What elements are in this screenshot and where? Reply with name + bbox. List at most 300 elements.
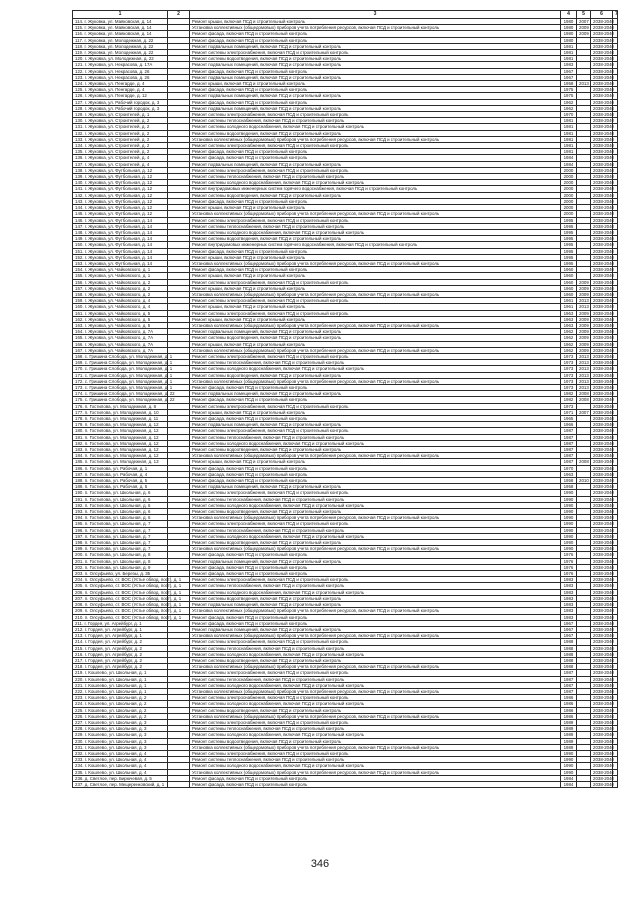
cell-planned-period: 2038-2040	[591, 19, 613, 25]
cell-work-type: Установка коллективных (общедомовых) приборов учета потребления ресурсов, включая ПСД и строительный контроль	[190, 688, 561, 694]
cell-address: 202. п. Гостилова, ул. Школьная, д. 9	[73, 564, 168, 570]
row-address: г. Кошлево, ул. Школьная, д. 3	[84, 719, 147, 725]
cell-planned-period: 2038-2040	[591, 521, 613, 527]
cell-build-year: 1989	[561, 719, 577, 725]
row-number: 144	[75, 205, 83, 211]
row-number: 230	[75, 738, 83, 744]
row-number: 195	[75, 521, 83, 527]
page-number: 346	[310, 858, 330, 870]
row-number: 157	[75, 285, 83, 291]
cell-planned-period: 2038-2040	[591, 285, 613, 291]
cell-address: 164. г. Жуковка, ул. Чайковского, д. 7А	[73, 329, 168, 335]
cell-last-repair-year: 2009	[577, 341, 591, 347]
cell-address: 144. г. Жуковка, ул. Футбольная, д. 12	[73, 205, 168, 211]
cell-build-year: 1980	[561, 25, 577, 31]
cell-address: 188. п. Гостилова, ул. Рабочая, д. 5	[73, 478, 168, 484]
cell-planned-period: 2038-2040	[591, 93, 613, 99]
cell-build-year: 1986	[561, 701, 577, 707]
cell-planned-period: 2038-2040	[591, 664, 613, 670]
cell-blank	[168, 781, 190, 787]
cell-build-year: 1990	[561, 502, 577, 508]
row-address: г. Жуковка, ул. Строителей, д. 4	[84, 155, 150, 161]
cell-address: 150. г. Жуковка, ул. Футбольная, д. 14	[73, 242, 168, 248]
cell-work-type: Ремонт фасада, включая ПСД и строительный контроль	[190, 87, 561, 93]
cell-address: 222. г. Кошлево, ул. Школьная, д. 1	[73, 688, 168, 694]
row-address: г. Жуковка, ул. Чайковского, д. 7А	[84, 341, 154, 347]
cell-work-type: Ремонт крыши, включая ПСД и строительный контроль	[190, 254, 561, 260]
cell-work-type: Ремонт фасада, включая ПСД и строительный контроль	[190, 68, 561, 74]
row-address: г. Жуковка, ул. Футбольная, д. 12	[84, 198, 153, 204]
row-address: г. Жуковка, ул. Чайковского, д. 1	[84, 273, 151, 279]
row-address: с. Гришина Слобода, ул. Молодежная, д. 1	[84, 384, 173, 390]
cell-build-year: 1963	[561, 471, 577, 477]
cell-work-type: Ремонт системы холодного водоснабжения, включая ПСД и строительный контроль	[190, 440, 561, 446]
cell-work-type: Установка коллективных (общедомовых) приборов учета потребления ресурсов, включая ПСД и строительный контроль	[190, 260, 561, 266]
cell-planned-period: 2038-2040	[591, 552, 613, 558]
cell-address: 218. г. Гордея, ул. Агрейбург, д. 2	[73, 664, 168, 670]
row-address: г. Жуковка, ул. Футбольная, д. 12	[84, 180, 153, 186]
cell-planned-period: 2038-2040	[591, 465, 613, 471]
cell-planned-period: 2038-2040	[591, 719, 613, 725]
cell-work-type: Ремонт системы теплоснабжения, включая ПСД и строительный контроль	[190, 757, 561, 763]
row-number: 145	[75, 211, 83, 217]
cell-address: 183. п. Гостилова, ул. Молодежная, д. 12	[73, 447, 168, 453]
cell-address: 217. г. Гордея, ул. Агрейбург, д. 2	[73, 657, 168, 663]
cell-work-type: Ремонт системы электроснабжения, включая ПСД и строительный контроль	[190, 310, 561, 316]
cell-build-year: 1967	[561, 626, 577, 632]
cell-last-repair-year: 2009	[577, 285, 591, 291]
row-address: п. Гостилова, ул. Школьная, д. 8	[84, 552, 151, 558]
cell-build-year: 1981	[561, 50, 577, 56]
cell-address: 116. г. Жуковка, ул. Маяковская, д. 14	[73, 31, 168, 37]
cell-planned-period: 2038-2040	[591, 459, 613, 465]
cell-planned-period: 2038-2040	[591, 695, 613, 701]
cell-address: 236. д. Светлое, пер. Бирючевая, д. 5	[73, 775, 168, 781]
cell-work-type: Ремонт системы электроснабжения, включая ПСД и строительный контроль	[190, 750, 561, 756]
cell-address: 220. г. Кошлево, ул. Школьная, д. 1	[73, 676, 168, 682]
cell-address: 176. п. Гостилова, ул. Молодежная, д. 8	[73, 403, 168, 409]
cell-planned-period: 2038-2040	[591, 99, 613, 105]
row-address: г. Жуковка, ул. Футбольная, д. 14	[84, 229, 153, 235]
row-address: г. Кошлево, ул. Школьная, д. 3	[84, 738, 147, 744]
cell-planned-period: 2038-2040	[591, 633, 613, 639]
cell-planned-period: 2038-2040	[591, 763, 613, 769]
cell-planned-period: 2038-2040	[591, 267, 613, 273]
cell-planned-period: 2038-2040	[591, 416, 613, 422]
row-number: 149	[75, 236, 83, 242]
cell-address: 146. г. Жуковка, ул. Футбольная, д. 14	[73, 217, 168, 223]
cell-build-year: 1981	[561, 124, 577, 130]
cell-work-type: Ремонт фасада, включая ПСД и строительный контроль	[190, 198, 561, 204]
cell-address: 167. г. Жуковка, ул. Чайковского, д. 7А	[73, 347, 168, 353]
header-col-3: 3	[190, 11, 561, 19]
row-number: 196	[75, 527, 83, 533]
row-address: с. Гришина Слобода, ул. Молодежная, д. 1	[84, 378, 173, 384]
cell-address: 177. п. Гостилова, ул. Молодежная, д. 10	[73, 409, 168, 415]
cell-address: 227. г. Кошлево, ул. Школьная, д. 3	[73, 719, 168, 725]
cell-work-type: Ремонт фасада, включая ПСД и строительный контроль	[190, 397, 561, 403]
row-address: г. Кошлево, ул. Школьная, д. 1	[84, 670, 147, 676]
cell-work-type: Ремонт фасада, включая ПСД и строительный контроль	[190, 149, 561, 155]
cell-work-type: Ремонт подвальных помещений, включая ПСД и строительный контроль	[190, 558, 561, 564]
cell-planned-period: 2038-2040	[591, 620, 613, 626]
cell-work-type: Ремонт системы водоотведения, включая ПСД и строительный контроль	[190, 56, 561, 62]
cell-build-year: 1988	[561, 651, 577, 657]
cell-build-year: 2000	[561, 192, 577, 198]
cell-last-repair-year: 2009	[577, 347, 591, 353]
cell-address: 216. г. Гордея, ул. Агрейбург, д. 2	[73, 651, 168, 657]
row-number: 118	[75, 43, 82, 49]
cell-work-type: Ремонт системы теплоснабжения, включая ПСД и строительный контроль	[190, 434, 561, 440]
cell-planned-period: 2038-2040	[591, 335, 613, 341]
cell-planned-period: 2038-2040	[591, 626, 613, 632]
cell-address: 194. п. Гостилова, ул. Школьная, д. 6	[73, 515, 168, 521]
cell-address: 117. г. Жуковка, ул. Молодежная, д. 22	[73, 37, 168, 43]
cell-work-type: Ремонт фасада, включая ПСД и строительный контроль	[190, 155, 561, 161]
cell-planned-period: 2038-2040	[591, 347, 613, 353]
cell-address: 232. г. Кошлево, ул. Школьная, д. 4	[73, 750, 168, 756]
row-address: п. Гостилова, ул. Школьная, д. 7	[84, 521, 151, 527]
cell-build-year: 1983	[561, 583, 577, 589]
cell-work-type: Ремонт системы электроснабжения, включая ПСД и строительный контроль	[190, 50, 561, 56]
cell-build-year: 1973	[561, 360, 577, 366]
cell-work-type: Ремонт фасада, включая ПСД и строительный контроль	[190, 416, 561, 422]
cell-work-type: Ремонт системы холодного водоснабжения, включая ПСД и строительный контроль	[190, 732, 561, 738]
cell-planned-period: 2038-2040	[591, 223, 613, 229]
row-address: г. Кошлево, ул. Школьная, д. 4	[84, 769, 147, 775]
cell-build-year: 1981	[561, 118, 577, 124]
cell-planned-period: 2038-2040	[591, 211, 613, 217]
row-address: п. Гостилова, ул. Рабочая, д. 5	[84, 478, 148, 484]
cell-work-type: Ремонт фасада, включая ПСД и строительный контроль	[190, 552, 561, 558]
row-number: 223	[75, 695, 83, 701]
row-number: 146	[75, 217, 83, 223]
cell-address: 161. г. Жуковка, ул. Чайковского, д. 5	[73, 310, 168, 316]
cell-planned-period: 2038-2040	[591, 291, 613, 297]
cell-build-year: 1980	[561, 37, 577, 43]
cell-address: 179. п. Гостилова, ул. Молодежная, д. 12	[73, 422, 168, 428]
cell-planned-period: 2038-2040	[591, 571, 613, 577]
cell-build-year: 1962	[561, 347, 577, 353]
cell-work-type: Ремонт системы водоотведения, включая ПСД и строительный контроль	[190, 192, 561, 198]
row-number: 197	[75, 533, 83, 539]
cell-address: 149. г. Жуковка, ул. Футбольная, д. 14	[73, 236, 168, 242]
cell-build-year: 1990	[561, 515, 577, 521]
cell-work-type: Установка коллективных (общедомовых) приборов учета потребления ресурсов, включая ПСД и строительный контроль	[190, 347, 561, 353]
cell-planned-period: 2038-2040	[591, 273, 613, 279]
cell-build-year: 1981	[561, 136, 577, 142]
row-address: п. Гостилова, ул. Молодежная, д. 12	[84, 447, 159, 453]
cell-address: 214. г. Гордея, ул. Агрейбург, д. 2	[73, 639, 168, 645]
row-number: 183	[75, 447, 83, 453]
cell-work-type: Установка коллективных (общедомовых) приборов учета потребления ресурсов, включая ПСД и строительный контроль	[190, 453, 561, 459]
cell-work-type: Ремонт системы электроснабжения, включая ПСД и строительный контроль	[190, 217, 561, 223]
row-number: 148	[75, 229, 83, 235]
row-number: 199	[75, 546, 83, 552]
row-number: 208	[75, 602, 83, 608]
cell-planned-period: 2038-2040	[591, 205, 613, 211]
cell-address: 158. г. Жуковка, ул. Чайковского, д. 2	[73, 291, 168, 297]
cell-planned-period: 2038-2040	[591, 341, 613, 347]
row-address: г. Жуковка, ул. Строителей, д. 2	[84, 143, 150, 149]
row-address: п. Гостилова, ул. Рабочая, д. 1	[84, 465, 148, 471]
row-number: 163	[75, 322, 83, 328]
cell-work-type: Ремонт подвальных помещений, включая ПСД и строительный контроль	[190, 391, 561, 397]
cell-planned-period: 2038-2040	[591, 434, 613, 440]
row-number: 168	[75, 353, 83, 359]
cell-address: 204. п. Олсуфьево, ст. ВОС (Устье обвод. пост), д. 1	[73, 577, 168, 583]
cell-build-year: 1966	[561, 422, 577, 428]
cell-planned-period: 2038-2040	[591, 136, 613, 142]
cell-work-type: Ремонт крыши, включая ПСД и строительный контроль	[190, 285, 561, 291]
row-address: с. Гришина Слобода, ул. Молодежная, д. 22	[84, 397, 175, 403]
row-address: г. Жуковка, ул. Футбольная, д. 14	[84, 223, 153, 229]
cell-planned-period: 2038-2040	[591, 558, 613, 564]
row-number: 185	[75, 459, 83, 465]
cell-address: 135. г. Жуковка, ул. Строителей, д. 2	[73, 149, 168, 155]
cell-planned-period: 2038-2040	[591, 198, 613, 204]
row-number: 126	[75, 93, 83, 99]
cell-build-year: 1987	[561, 670, 577, 676]
cell-last-repair-year: 2013	[577, 366, 591, 372]
row-number: 172	[75, 378, 83, 384]
cell-address: 142. г. Жуковка, ул. Футбольная, д. 12	[73, 192, 168, 198]
cell-address: 140. г. Жуковка, ул. Футбольная, д. 12	[73, 180, 168, 186]
row-number: 232	[75, 750, 83, 756]
cell-address: 175. с. Гришина Слобода, ул. Молодежная, д. 22	[73, 397, 168, 403]
cell-work-type: Ремонт системы водоотведения, включая ПСД и строительный контроль	[190, 372, 561, 378]
cell-planned-period: 2038-2040	[591, 366, 613, 372]
cell-address: 207. п. Олсуфьево, ст. ВОС (Устье обвод. пост), д. 1	[73, 595, 168, 601]
cell-build-year: 2000	[561, 198, 577, 204]
row-address: г. Жуковка, ул. Футбольная, д. 12	[84, 174, 153, 180]
cell-planned-period: 2038-2040	[591, 192, 613, 198]
cell-build-year: 1990	[561, 750, 577, 756]
cell-planned-period: 2038-2040	[591, 279, 613, 285]
row-address: п. Гостилова, ул. Рабочая, д. 5	[84, 484, 148, 490]
row-address: г. Кошлево, ул. Школьная, д. 2	[84, 695, 147, 701]
cell-last-repair-year: 2009	[577, 335, 591, 341]
row-address: п. Гостилова, ул. Молодежная, д. 8	[84, 403, 157, 409]
cell-planned-period: 2038-2040	[591, 229, 613, 235]
row-number: 150	[75, 242, 83, 248]
row-address: г. Жуковка, ул. Футбольная, д. 14	[84, 260, 153, 266]
row-number: 188	[75, 478, 83, 484]
cell-address: 166. г. Жуковка, ул. Чайковского, д. 7А	[73, 341, 168, 347]
cell-address: 127. г. Жуковка, ул. Рабочий городок, д. 3	[73, 99, 168, 105]
cell-work-type: Ремонт системы электроснабжения, включая ПСД и строительный контроль	[190, 403, 561, 409]
cell-build-year: 1975	[561, 87, 577, 93]
cell-work-type: Ремонт системы холодного водоснабжения, включая ПСД и строительный контроль	[190, 502, 561, 508]
row-number: 219	[75, 670, 83, 676]
cell-planned-period: 2038-2040	[591, 304, 613, 310]
cell-build-year: 1984	[561, 155, 577, 161]
cell-address: 208. п. Олсуфьево, ст. ВОС (Устье обвод. пост), д. 1	[73, 602, 168, 608]
cell-address: 193. п. Гостилова, ул. Школьная, д. 6	[73, 509, 168, 515]
cell-planned-period: 2038-2040	[591, 50, 613, 56]
row-number: 190	[75, 490, 83, 496]
cell-planned-period: 2038-2040	[591, 502, 613, 508]
header-row	[73, 11, 618, 19]
row-address: п. Гостилова, ул. Школьная, д. 7	[84, 533, 151, 539]
row-number: 130	[75, 118, 83, 124]
cell-work-type: Ремонт системы холодного водоснабжения, включая ПСД и строительный контроль	[190, 763, 561, 769]
cell-work-type: Ремонт системы теплоснабжения, включая ПСД и строительный контроль	[190, 174, 561, 180]
row-address: г. Жуковка, ул. Молодежная, д. 22	[84, 43, 154, 49]
cell-address: 120. г. Жуковка, ул. Молодежная, д. 22	[73, 56, 168, 62]
cell-build-year: 1976	[561, 571, 577, 577]
cell-address: 145. г. Жуковка, ул. Футбольная, д. 12	[73, 211, 168, 217]
cell-planned-period: 2038-2040	[591, 167, 613, 173]
row-number: 182	[75, 440, 83, 446]
row-number: 235	[75, 769, 83, 775]
cell-work-type: Ремонт подвальных помещений, включая ПСД и строительный контроль	[190, 626, 561, 632]
cell-last-repair-year: 2009	[577, 329, 591, 335]
cell-work-type: Ремонт системы теплоснабжения, включая ПСД и строительный контроль	[190, 583, 561, 589]
cell-build-year: 1990	[561, 533, 577, 539]
row-address: г. Жуковка, ул. Чайковского, д. 5	[84, 310, 151, 316]
row-address: г. Жуковка, ул. Чайковского, д. 1	[84, 267, 151, 273]
row-address: г. Жуковка, ул. Чайковского, д. 5	[84, 316, 151, 322]
row-number: 161	[75, 310, 83, 316]
cell-work-type: Ремонт подвальных помещений, включая ПСД и строительный контроль	[190, 422, 561, 428]
cell-address: 156. г. Жуковка, ул. Чайковского, д. 2	[73, 279, 168, 285]
cell-address: 184. п. Гостилова, ул. Молодежная, д. 12	[73, 453, 168, 459]
cell-planned-period: 2038-2040	[591, 186, 613, 192]
cell-planned-period: 2038-2040	[591, 564, 613, 570]
cell-build-year: 1981	[561, 43, 577, 49]
table-body	[73, 19, 618, 788]
row-address: г. Жуковка, ул. Футбольная, д. 12	[84, 205, 153, 211]
cell-work-type: Ремонт системы электроснабжения, включая ПСД и строительный контроль	[190, 353, 561, 359]
cell-planned-period: 2038-2040	[591, 62, 613, 68]
row-address: г. Жуковка, ул. Футбольная, д. 14	[84, 248, 153, 254]
cell-planned-period: 2038-2040	[591, 577, 613, 583]
cell-address: 199. п. Гостилова, ул. Школьная, д. 7	[73, 546, 168, 552]
cell-address: 209. п. Олсуфьево, ст. ВОС (Устье обвод. пост), д. 1	[73, 608, 168, 614]
cell-planned-period: 2038-2040	[591, 43, 613, 49]
cell-address: 230. г. Кошлево, ул. Школьная, д. 3	[73, 738, 168, 744]
cell-work-type: Ремонт системы водоотведения, включая ПСД и строительный контроль	[190, 335, 561, 341]
row-address: п. Гостилова, ул. Молодежная, д. 12	[84, 434, 159, 440]
row-number: 202	[75, 564, 83, 570]
row-number: 231	[75, 744, 83, 750]
cell-planned-period: 2038-2040	[591, 440, 613, 446]
row-address: г. Жуковка, ул. Чайковского, д. 4	[84, 298, 151, 304]
cell-address: 219. г. Кошлево, ул. Школьная, д. 1	[73, 670, 168, 676]
cell-planned-period: 2038-2040	[591, 781, 613, 787]
cell-build-year: 1981	[561, 56, 577, 62]
cell-build-year: 1973	[561, 366, 577, 372]
cell-build-year: 1995	[561, 236, 577, 242]
row-number: 187	[75, 471, 83, 477]
cell-build-year: 1981	[561, 149, 577, 155]
cell-build-year: 1990	[561, 527, 577, 533]
cell-work-type: Ремонт крыши, включая ПСД и строительный контроль	[190, 81, 561, 87]
row-address: п. Олсуфьево, ст. ВОС (Устье обвод. пост), д. 1	[84, 589, 182, 595]
cell-build-year: 1967	[561, 74, 577, 80]
cell-build-year: 1962	[561, 335, 577, 341]
cell-last-repair-year: 2008	[577, 391, 591, 397]
row-number: 181	[75, 434, 83, 440]
cell-planned-period: 2038-2040	[591, 118, 613, 124]
cell-build-year: 1958	[561, 484, 577, 490]
row-number: 205	[75, 583, 83, 589]
cell-work-type: Ремонт системы холодного водоснабжения, включая ПСД и строительный контроль	[190, 533, 561, 539]
cell-address: 231. г. Кошлево, ул. Школьная, д. 3	[73, 744, 168, 750]
cell-build-year: 1976	[561, 552, 577, 558]
cell-build-year: 1987	[561, 688, 577, 694]
cell-planned-period: 2038-2040	[591, 384, 613, 390]
cell-build-year: 1984	[561, 781, 577, 787]
cell-build-year: 1990	[561, 540, 577, 546]
cell-build-year: 1987	[561, 682, 577, 688]
cell-build-year: 1982	[561, 391, 577, 397]
cell-work-type: Ремонт фасада, включая ПСД и строительный контроль	[190, 614, 561, 620]
cell-planned-period: 2038-2040	[591, 112, 613, 118]
row-address: г. Жуковка, ул. Пенгарде, д. 4	[84, 87, 145, 93]
row-number: 124	[75, 81, 83, 87]
row-number: 233	[75, 757, 83, 763]
cell-planned-period: 2038-2040	[591, 757, 613, 763]
cell-planned-period: 2038-2040	[591, 595, 613, 601]
cell-build-year: 2000	[561, 205, 577, 211]
cell-build-year: 1990	[561, 763, 577, 769]
row-address: п. Гостилова, ул. Рабочая, д. 4	[84, 471, 148, 477]
cell-planned-period: 2038-2040	[591, 546, 613, 552]
cell-planned-period: 2038-2040	[591, 161, 613, 167]
cell-work-type: Ремонт системы электроснабжения, включая ПСД и строительный контроль	[190, 143, 561, 149]
row-address: г. Гордея, ул. Агрейбург, д. 2	[84, 664, 142, 670]
cell-planned-period: 2038-2040	[591, 726, 613, 732]
cell-planned-period: 2038-2040	[591, 56, 613, 62]
cell-planned-period: 2038-2040	[591, 670, 613, 676]
cell-build-year: 1960	[561, 267, 577, 273]
cell-work-type: Установка коллективных (общедомовых) приборов учета потребления ресурсов, включая ПСД и строительный контроль	[190, 664, 561, 670]
row-number: 211	[75, 620, 82, 626]
cell-address: 205. п. Олсуфьево, ст. ВОС (Устье обвод. пост), д. 1	[73, 583, 168, 589]
row-address: г. Жуковка, ул. Футбольная, д. 12	[84, 192, 153, 198]
header-col-5: 5	[577, 11, 591, 19]
cell-last-repair-year: 2007	[577, 409, 591, 415]
cell-work-type: Ремонт системы водоотведения, включая ПСД и строительный контроль	[190, 447, 561, 453]
cell-address: 234. г. Кошлево, ул. Школьная, д. 4	[73, 763, 168, 769]
cell-work-type: Ремонт фасада, включая ПСД и строительный контроль	[190, 465, 561, 471]
row-number: 198	[75, 540, 83, 546]
row-number: 180	[75, 428, 83, 434]
cell-address: 221. г. Кошлево, ул. Школьная, д. 1	[73, 682, 168, 688]
row-address: г. Кошлево, ул. Школьная, д. 3	[84, 744, 147, 750]
row-address: п. Гостилова, ул. Школьная, д. 7	[84, 527, 151, 533]
cell-last-repair-year: 2008	[577, 397, 591, 403]
cell-address: 134. г. Жуковка, ул. Строителей, д. 2	[73, 143, 168, 149]
cell-work-type: Ремонт подвальных помещений, включая ПСД и строительный контроль	[190, 161, 561, 167]
cell-planned-period: 2038-2040	[591, 701, 613, 707]
row-number: 200	[75, 552, 83, 558]
cell-build-year: 1980	[561, 31, 577, 37]
cell-build-year: 1990	[561, 521, 577, 527]
row-number: 204	[75, 577, 83, 583]
cell-build-year: 1983	[561, 595, 577, 601]
cell-build-year: 1987	[561, 434, 577, 440]
cell-planned-period: 2038-2040	[591, 298, 613, 304]
row-number: 175	[75, 397, 83, 403]
cell-planned-period: 2038-2040	[591, 509, 613, 515]
cell-work-type: Установка коллективных (общедомовых) приборов учета потребления ресурсов, включая ПСД и строительный контроль	[190, 25, 561, 31]
row-address: г. Жуковка, ул. Строителей, д. 4	[84, 161, 150, 167]
cell-work-type: Ремонт системы холодного водоснабжения, включая ПСД и строительный контроль	[190, 229, 561, 235]
row-address: г. Гордея, ул. Агрейбург, д. 2	[84, 645, 142, 651]
